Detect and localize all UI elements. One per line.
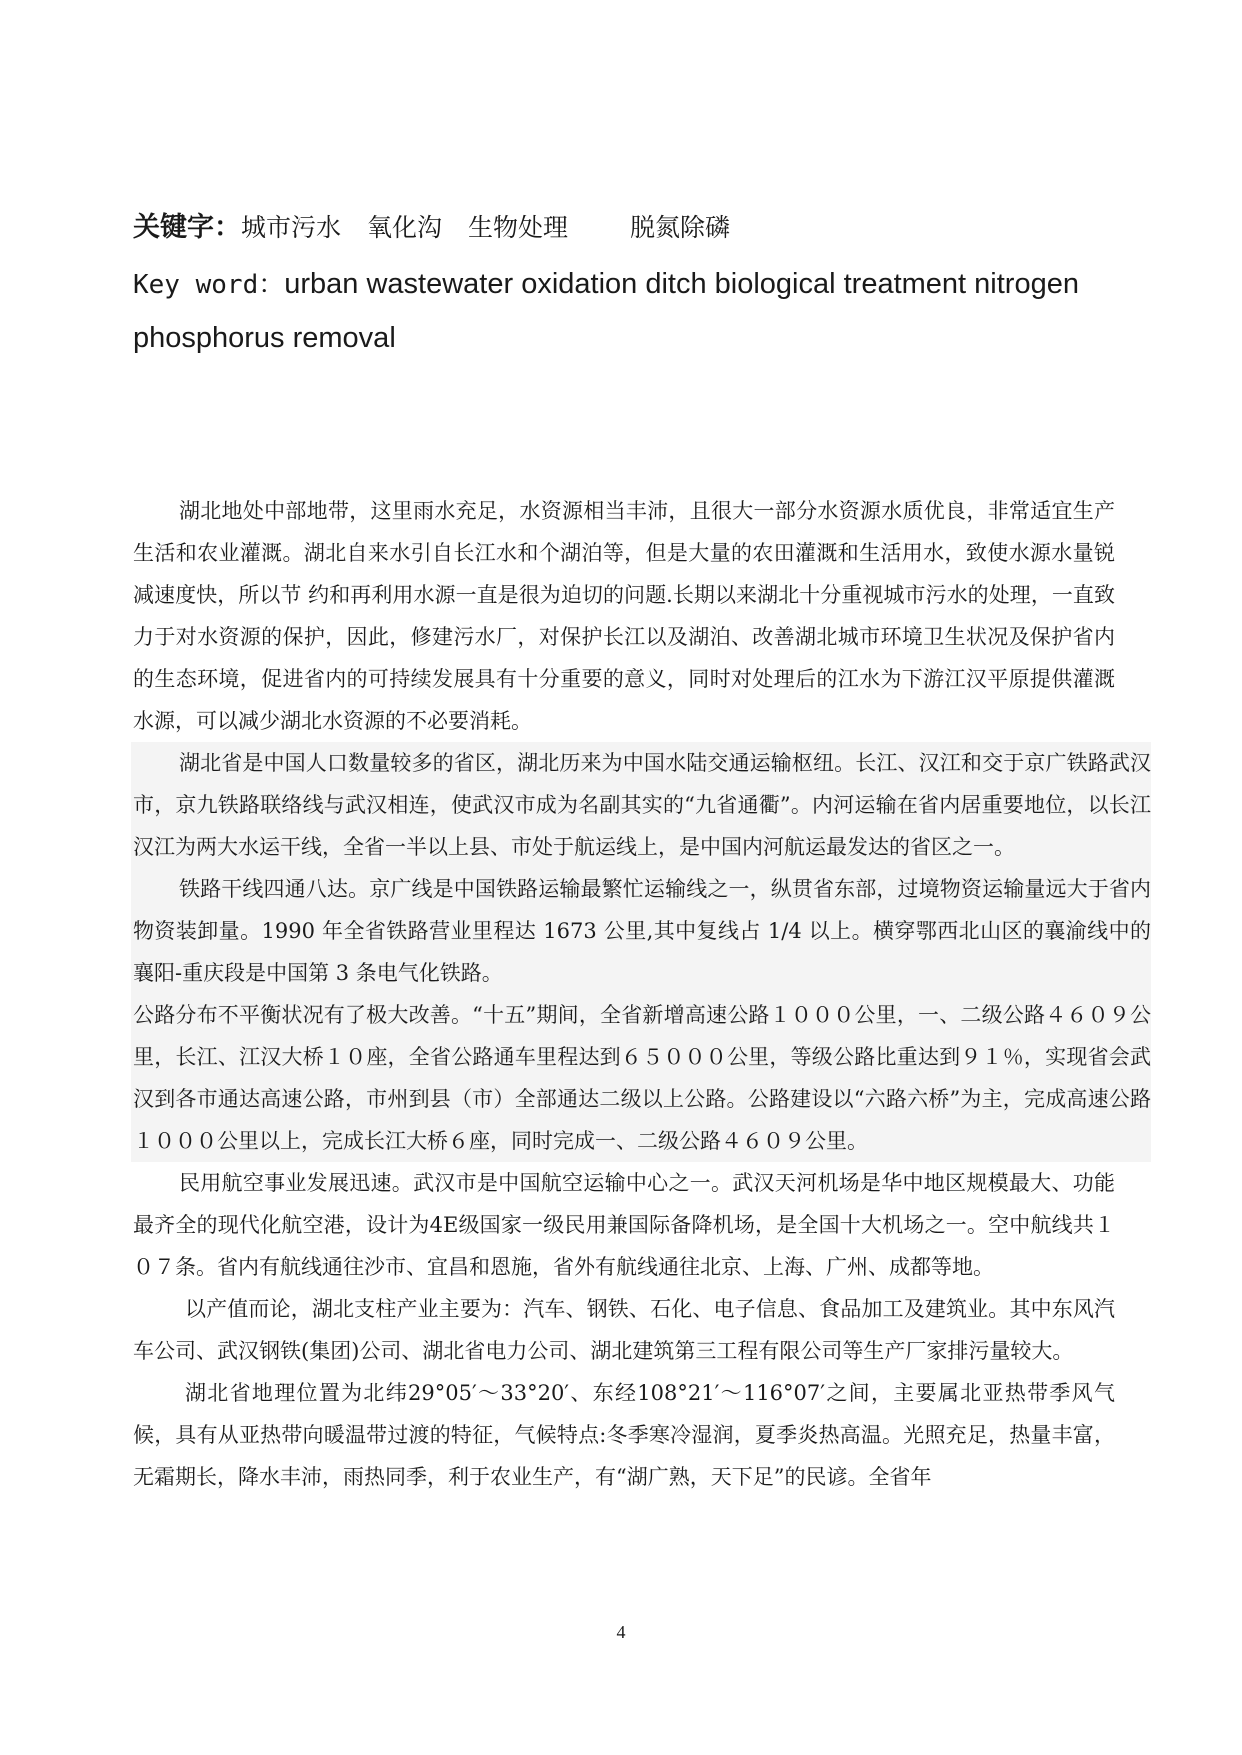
- keyword-term: 氧化沟: [367, 213, 443, 242]
- page-number: 4: [616, 1622, 626, 1642]
- keywords-english-text: urban wastewater oxidation ditch biological treatment nitrogen phosphorus removal: [133, 268, 1079, 354]
- paragraph: 湖北地处中部地带，这里雨水充足，水资源相当丰沛，且很大一部分水资源水质优良，非常适宜生产生活和农业灌溉。湖北自来水引自长江水和个湖泊等，但是大量的农田灌溉和生活用水，致使水源水量锐减速度快，所以节 约和再利用水源一直是很为迫切的问题.长期以来湖北十分重视城市污水的处理，一直致力于对水资源的保护，因此，修建污水厂，对保护长江以及湖泊、改善湖北城市环境卫生状况及保护省内的生态环境，促进省内的可持续发展具有十分重要的意义，同时对处理后的江水为下游江汉平原提供灌溉水源，可以减少湖北水资源的不必要消耗。: [133, 499, 1115, 733]
- paragraph: 民用航空事业发展迅速。武汉市是中国航空运输中心之一。武汉天河机场是华中地区规模最大、功能最齐全的现代化航空港，设计为4E级国家一级民用兼国际备降机场，是全国十大机场之一。空中航线共１０７条。省内有航线通往沙市、宜昌和恩施，省外有航线通往北京、上海、广州、成都等地。: [133, 1171, 1115, 1279]
- keywords-chinese: [133, 205, 756, 244]
- paragraph: 湖北省地理位置为北纬29°05′～33°20′、东经108°21′～116°07′之间，主要属北亚热带季风气候，具有从亚热带向暖温带过渡的特征，气候特点:冬季寒冷湿润，夏季炎热高温。光照充足，热量丰富，无霜期长，降水丰沛，雨热同季，利于农业生产，有“湖广熟，天下足”的民谚。全省年: [133, 1381, 1115, 1489]
- keywords-chinese-label: 关键字：: [133, 212, 241, 243]
- paragraph: 公路分布不平衡状况有了极大改善。“十五”期间，全省新增高速公路１０００公里，一、二级公路４６０９公里，长江、江汉大桥１０座，全省公路通车里程达到６５０００公里，等级公路比重达到９１％，实现省会武汉到各市通达高速公路，市州到县（市）全部通达二级以上公路。公路建设以“六路六桥”为主，完成高速公路１０００公里以上，完成长江大桥６座，同时完成一、二级公路４６０９公里。: [133, 1003, 1151, 1153]
- keywords-english: [133, 257, 1133, 364]
- keyword-term: 脱氮除磷: [630, 213, 731, 242]
- keyword-term: 城市污水: [241, 213, 342, 242]
- keyword-term: 生物处理: [468, 213, 569, 242]
- body-text: [133, 490, 1151, 1498]
- paragraph: 湖北省是中国人口数量较多的省区，湖北历来为中国水陆交通运输枢纽。长江、汉江和交于京广铁路武汉市，京九铁路联络线与武汉相连，使武汉市成为名副其实的“九省通衢”。内河运输在省内居重要地位，以长江汉江为两大水运干线，全省一半以上县、市处于航运线上，是中国内河航运最发达的省区之一。: [133, 751, 1151, 859]
- highlighted-section: [131, 742, 1151, 1162]
- paragraph: 以产值而论，湖北支柱产业主要为：汽车、钢铁、石化、电子信息、食品加工及建筑业。其中东风汽车公司、武汉钢铁(集团)公司、湖北省电力公司、湖北建筑第三工程有限公司等生产厂家排污量较大。: [133, 1297, 1115, 1363]
- keywords-english-label: Key word：: [133, 270, 285, 300]
- paragraph: 铁路干线四通八达。京广线是中国铁路运输最繁忙运输线之一，纵贯省东部，过境物资运输量远大于省内物资装卸量。1990 年全省铁路营业里程达 1673 公里,其中复线占 1/4 以上。横穿鄂西北山区的襄渝线中的襄阳-重庆段是中国第 3 条电气化铁路。: [133, 877, 1151, 985]
